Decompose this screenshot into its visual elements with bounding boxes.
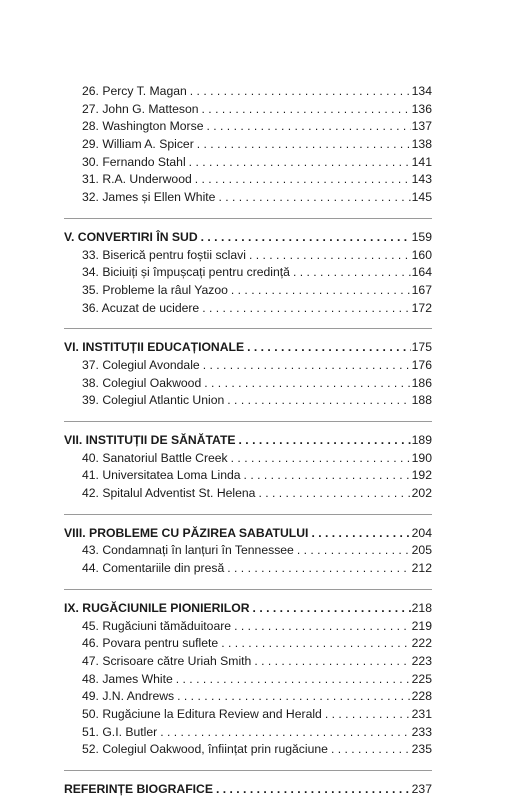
toc-entry-31-r-a-underwood[interactable]: [64, 171, 432, 189]
toc-page-number: 137: [411, 119, 432, 134]
toc-entry-title: 47. Scrisoare către Uriah Smith: [82, 653, 252, 668]
dot-leader: [239, 432, 411, 450]
dot-leader: [160, 724, 410, 742]
toc-entry-32-james-si-ellen-white[interactable]: [64, 189, 432, 207]
dot-leader: [254, 653, 410, 671]
toc-entry-39-colegiul-atlantic-union[interactable]: [64, 392, 432, 410]
toc-chapter-vii-institutii-de-sanatate[interactable]: [64, 432, 432, 450]
toc-page-number: 189: [411, 433, 432, 447]
toc-page-number: 160: [411, 247, 432, 262]
toc-section: [64, 328, 432, 421]
dot-leader: [293, 264, 411, 282]
toc-page-number: 231: [411, 706, 432, 721]
toc-entry-title: 42. Spitalul Adventist St. Helena: [82, 486, 256, 501]
toc-entry-title: REFERINȚE BIOGRAFICE: [64, 782, 213, 796]
toc-section: [64, 218, 432, 328]
dot-leader: [206, 118, 410, 136]
toc-page-number: 134: [411, 84, 432, 98]
toc-page-number: 186: [411, 375, 432, 390]
toc-chapter-ix-rugaciunile-pionierilor[interactable]: [64, 600, 432, 618]
toc-entry-title: 32. James și Ellen White: [82, 190, 216, 205]
toc-page-number: 190: [411, 450, 432, 465]
toc-entry-47-scrisoare-catre-uriah-smith[interactable]: [64, 653, 432, 671]
dot-leader: [176, 671, 411, 689]
dot-leader: [253, 600, 411, 618]
toc-entry-title: 27. John G. Matteson: [82, 101, 199, 116]
toc-page-number: 136: [411, 101, 432, 116]
toc-entry-title: 43. Condamnați în lanțuri în Tennessee: [82, 543, 294, 558]
toc-entry-title: VI. INSTITUȚII EDUCAȚIONALE: [64, 340, 245, 355]
toc-page-number: 222: [411, 636, 432, 651]
toc-entry-title: 28. Washington Morse: [82, 119, 204, 134]
toc-entry-title: VII. INSTITUȚII DE SĂNĂTATE: [64, 433, 236, 447]
toc-entry-43-condamnati-in-lanturi-in-tennessee[interactable]: [64, 542, 432, 560]
toc-entry-title: 51. G.I. Butler: [82, 724, 158, 739]
toc-entry-title: 34. Biciuiți și împușcați pentru credință: [82, 265, 290, 280]
dot-leader: [190, 83, 411, 101]
toc-page-number: 143: [411, 172, 432, 187]
toc-entry-42-spitalul-adventist-st-helena[interactable]: [64, 485, 432, 503]
toc-page-number: 164: [411, 265, 432, 280]
toc-entry-title: 41. Universitatea Loma Linda: [82, 468, 241, 483]
toc-entry-title: 36. Acuzat de ucidere: [82, 300, 200, 315]
toc-entry-title: 39. Colegiul Atlantic Union: [82, 393, 225, 408]
toc-entry-title: 33. Biserică pentru foștii sclavi: [82, 247, 246, 262]
toc-page-number: 204: [411, 525, 432, 540]
toc-section: [64, 514, 432, 589]
toc-entry-title: IX. RUGĂCIUNILE PIONIERILOR: [64, 600, 250, 615]
dot-leader: [249, 247, 411, 265]
toc-page-number: 218: [411, 600, 432, 615]
dot-leader: [197, 136, 411, 154]
toc-entry-49-j-n-andrews[interactable]: [64, 688, 432, 706]
toc-page-number: 192: [411, 468, 432, 483]
toc-entry-title: 31. R.A. Underwood: [82, 172, 192, 187]
toc-chapter-referinte-biografice[interactable]: [64, 781, 432, 799]
dot-leader: [311, 525, 410, 543]
dot-leader: [201, 229, 411, 247]
dot-leader: [177, 688, 411, 706]
toc-section: [64, 421, 432, 514]
dot-leader: [258, 485, 410, 503]
toc-page-number: 205: [411, 543, 432, 558]
toc-entry-title: 45. Rugăciuni tămăduitoare: [82, 618, 232, 633]
toc-entry-title: 30. Fernando Stahl: [82, 154, 186, 169]
toc-page-number: 172: [411, 300, 432, 315]
toc-entry-title: VIII. PROBLEME CU PĂZIREA SABATULUI: [64, 525, 309, 540]
toc-entry-46-povara-pentru-suflete[interactable]: [64, 635, 432, 653]
toc-entry-title: 26. Percy T. Magan: [82, 84, 187, 98]
toc-entry-36-acuzat-de-ucidere[interactable]: [64, 300, 432, 318]
dot-leader: [189, 154, 411, 172]
dot-leader: [227, 392, 410, 410]
toc-page-number: 235: [411, 742, 432, 757]
dot-leader: [231, 282, 411, 300]
toc-page-number: 219: [411, 618, 432, 633]
toc-entry-44-comentariile-din-presa[interactable]: [64, 560, 432, 578]
dot-leader: [218, 189, 410, 207]
toc-entry-title: V. CONVERTIRI ÎN SUD: [64, 229, 198, 244]
toc-entry-title: 50. Rugăciune la Editura Review and Herald: [82, 706, 322, 721]
toc-section: [64, 83, 432, 218]
toc-entry-title: 52. Colegiul Oakwood, înființat prin rugăciune: [82, 742, 328, 757]
dot-leader: [204, 375, 410, 393]
toc-entry-title: 44. Comentariile din presă: [82, 561, 225, 576]
dot-leader: [297, 542, 411, 560]
toc-page-number: 212: [411, 561, 432, 576]
toc-entry-title: 29. William A. Spicer: [82, 137, 194, 152]
toc-page-number: 228: [411, 689, 432, 704]
toc-entry-26-percy-t-magan[interactable]: [64, 83, 432, 101]
dot-leader: [203, 357, 411, 375]
dot-leader: [331, 741, 411, 759]
toc-page-number: 138: [411, 137, 432, 152]
toc-entry-title: 48. James White: [82, 671, 173, 686]
toc-page-number: 159: [411, 229, 432, 244]
toc-page-number: 202: [411, 486, 432, 501]
toc-section: [64, 770, 432, 799]
toc-entry-29-william-a-spicer[interactable]: [64, 136, 432, 154]
toc-page-number: 225: [411, 671, 432, 686]
toc-page-number: 176: [411, 357, 432, 372]
toc-entry-title: 35. Probleme la râul Yazoo: [82, 282, 228, 297]
toc-entry-27-john-g-matteson[interactable]: [64, 101, 432, 119]
toc-page-number: 233: [411, 724, 432, 739]
toc-chapter-v-convertiri-in-sud[interactable]: [64, 229, 432, 247]
dot-leader: [202, 300, 410, 318]
toc-page-number: 141: [411, 154, 432, 169]
dot-leader: [202, 101, 411, 119]
toc-entry-40-sanatoriul-battle-creek[interactable]: [64, 450, 432, 468]
dot-leader: [244, 467, 411, 485]
toc-entry-title: 40. Sanatoriul Battle Creek: [82, 450, 228, 465]
toc-page-number: 237: [411, 782, 432, 796]
toc-entry-34-biciuiti-si-impuscati-pentru-credinta[interactable]: [64, 264, 432, 282]
toc-entry-52-colegiul-oakwood-infiintat-prin-rugaciune[interactable]: [64, 741, 432, 759]
toc-entry-48-james-white[interactable]: [64, 671, 432, 689]
toc-page-number: 188: [411, 393, 432, 408]
toc-entry-30-fernando-stahl[interactable]: [64, 154, 432, 172]
dot-leader: [216, 781, 411, 799]
toc-entry-title: 38. Colegiul Oakwood: [82, 375, 202, 390]
toc-entry-title: 37. Colegiul Avondale: [82, 357, 200, 372]
toc-entry-37-colegiul-avondale[interactable]: [64, 357, 432, 375]
toc-entry-33-biserica-pentru-fostii-sclavi[interactable]: [64, 247, 432, 265]
dot-leader: [247, 339, 411, 357]
table-of-contents: [64, 83, 432, 799]
dot-leader: [227, 560, 410, 578]
toc-page-number: 223: [411, 653, 432, 668]
toc-entry-38-colegiul-oakwood[interactable]: [64, 375, 432, 393]
toc-chapter-viii-probleme-cu-pazirea-sabatului[interactable]: [64, 525, 432, 543]
toc-section: [64, 589, 432, 770]
dot-leader: [234, 618, 411, 636]
toc-chapter-vi-institutii-educationale[interactable]: [64, 339, 432, 357]
toc-entry-28-washington-morse[interactable]: [64, 118, 432, 136]
toc-entry-35-probleme-la-raul-yazoo[interactable]: [64, 282, 432, 300]
toc-entry-51-g-i-butler[interactable]: [64, 724, 432, 742]
toc-entry-title: 46. Povara pentru suflete: [82, 636, 219, 651]
dot-leader: [325, 706, 411, 724]
toc-entry-45-rugaciuni-tamaduitoare[interactable]: [64, 618, 432, 636]
dot-leader: [231, 450, 411, 468]
dot-leader: [195, 171, 411, 189]
dot-leader: [221, 635, 410, 653]
toc-entry-title: 49. J.N. Andrews: [82, 689, 175, 704]
toc-page-number: 167: [411, 282, 432, 297]
toc-page-number: 175: [411, 340, 432, 355]
toc-entry-50-rugaciune-la-editura-review-and-herald[interactable]: [64, 706, 432, 724]
toc-page-number: 145: [411, 190, 432, 205]
toc-entry-41-universitatea-loma-linda[interactable]: [64, 467, 432, 485]
